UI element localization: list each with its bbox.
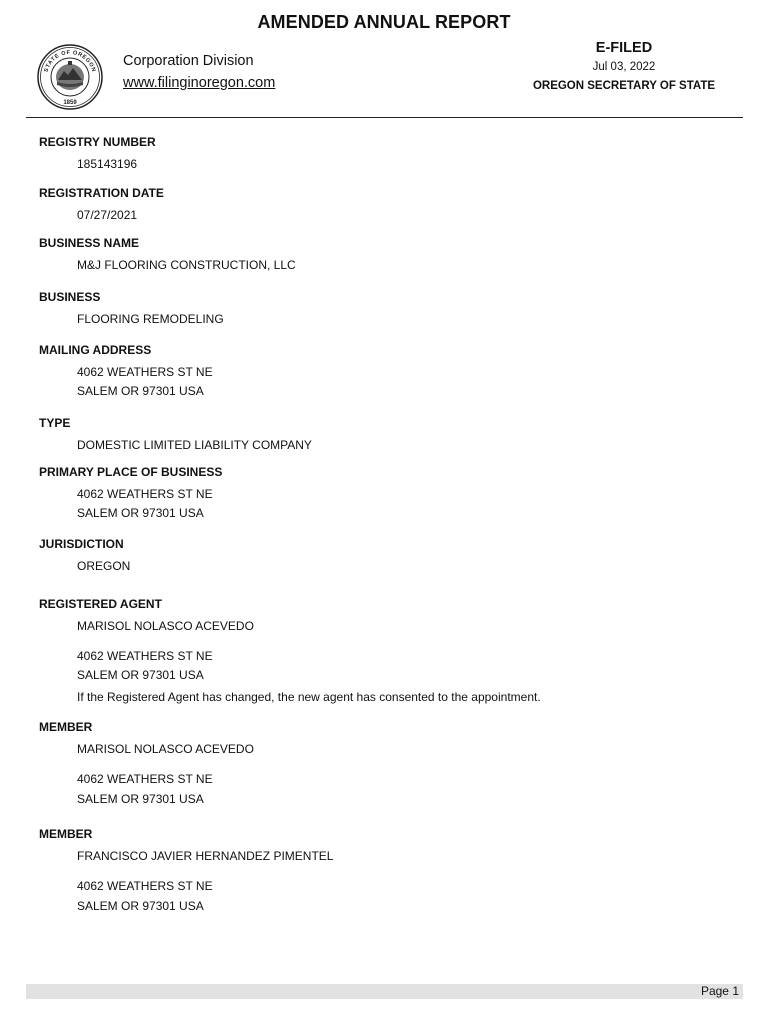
primary-place-line1: 4062 WEATHERS ST NE bbox=[77, 487, 213, 501]
svg-text:STATE OF OREGON: STATE OF OREGON bbox=[43, 49, 97, 73]
primary-place-label: PRIMARY PLACE OF BUSINESS bbox=[39, 465, 223, 479]
business-name-label: BUSINESS NAME bbox=[39, 236, 140, 250]
filed-date: Jul 03, 2022 bbox=[592, 61, 656, 73]
member-name: FRANCISCO JAVIER HERNANDEZ PIMENTEL bbox=[77, 849, 334, 863]
mailing-address-line1: 4062 WEATHERS ST NE bbox=[77, 365, 213, 379]
svg-text:1859: 1859 bbox=[63, 100, 77, 106]
member-label: MEMBER bbox=[39, 827, 93, 841]
type-value: DOMESTIC LIMITED LIABILITY COMPANY bbox=[77, 438, 312, 452]
registration-date-label: REGISTRATION DATE bbox=[39, 186, 164, 200]
registered-agent-name: MARISOL NOLASCO ACEVEDO bbox=[77, 619, 254, 633]
jurisdiction-label: JURISDICTION bbox=[39, 537, 124, 551]
header-divider bbox=[26, 117, 743, 118]
page-number: Page 1 bbox=[700, 984, 739, 998]
member-name: MARISOL NOLASCO ACEVEDO bbox=[77, 742, 254, 756]
mailing-address-line2: SALEM OR 97301 USA bbox=[77, 384, 204, 398]
page-footer bbox=[26, 984, 743, 999]
registry-number-label: REGISTRY NUMBER bbox=[39, 135, 156, 149]
jurisdiction-value: OREGON bbox=[77, 559, 131, 573]
registry-number-value: 185143196 bbox=[77, 157, 138, 171]
registered-agent-label: REGISTERED AGENT bbox=[39, 597, 162, 611]
member-label: MEMBER bbox=[39, 720, 93, 734]
business-name-value: M&J FLOORING CONSTRUCTION, LLC bbox=[77, 258, 296, 272]
registered-agent-line2: SALEM OR 97301 USA bbox=[77, 668, 204, 682]
primary-place-line2: SALEM OR 97301 USA bbox=[77, 506, 204, 520]
registration-date-value: 07/27/2021 bbox=[77, 208, 138, 222]
registered-agent-line1: 4062 WEATHERS ST NE bbox=[77, 649, 213, 663]
agency-name: OREGON SECRETARY OF STATE bbox=[532, 80, 716, 92]
member-address-line1: 4062 WEATHERS ST NE bbox=[77, 879, 213, 893]
corporation-division-text: Corporation Division bbox=[123, 53, 254, 69]
report-title: AMENDED ANNUAL REPORT bbox=[257, 12, 511, 32]
member-address-line2: SALEM OR 97301 USA bbox=[77, 899, 204, 913]
business-value: FLOORING REMODELING bbox=[77, 312, 224, 326]
registered-agent-note: If the Registered Agent has changed, the new agent has consented to the appointment. bbox=[77, 690, 541, 704]
oregon-state-seal bbox=[37, 44, 103, 110]
business-label: BUSINESS bbox=[39, 290, 101, 304]
member-address-line1: 4062 WEATHERS ST NE bbox=[77, 772, 213, 786]
mailing-address-label: MAILING ADDRESS bbox=[39, 343, 152, 357]
type-label: TYPE bbox=[39, 416, 71, 430]
member-address-line2: SALEM OR 97301 USA bbox=[77, 792, 204, 806]
efiled-stamp: E-FILED bbox=[595, 40, 653, 56]
website-link[interactable]: www.filinginoregon.com bbox=[123, 75, 276, 91]
